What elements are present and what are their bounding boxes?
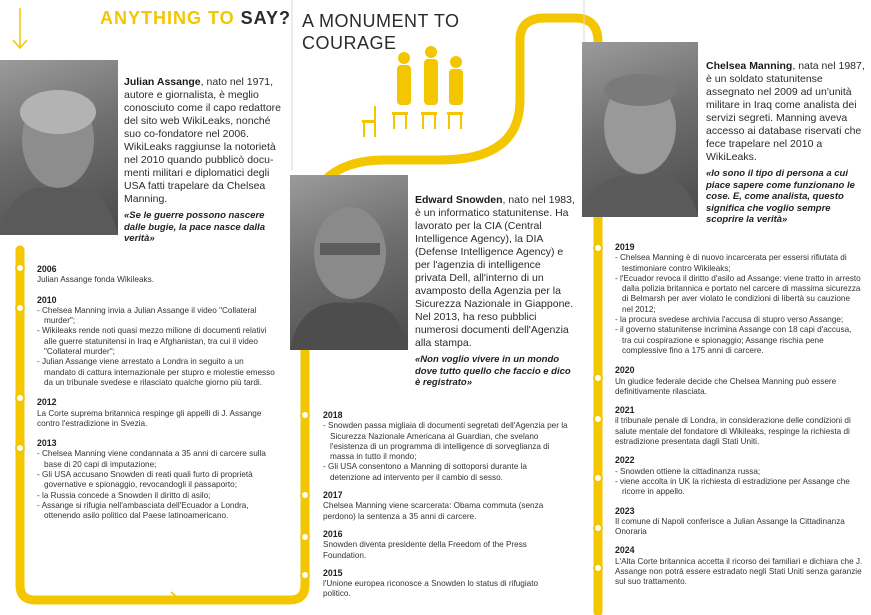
timeline-dot: [593, 243, 603, 253]
timeline-dot: [15, 393, 25, 403]
timeline-item: - Julian Assange viene arrestato a Londra in seguito a un mandato di cattura internazionale per stupro e molestie emesso da un tribunale svedese e rilasciato qualche giorno più tardi.: [37, 357, 277, 388]
timeline-text: Julian Assange fonda Wikileaks.: [37, 275, 154, 285]
manning-quote: «Io sono il tipo di persona a cui piace sapere come funzionano le cose. E, come analista, questo significa che voglio sempre scoprire la verità»: [706, 168, 855, 225]
timeline-dot: [300, 570, 310, 580]
timeline-entry: [37, 438, 277, 521]
timeline-year: 2006: [37, 264, 57, 274]
timeline-text: il tribunale penale di Londra, in considerazione delle condizioni di salute mentale del fondatore di Wikileaks, respinge la richiesta di estradizione presentata dagli Stati Uniti.: [615, 416, 851, 447]
timeline-dot: [15, 443, 25, 453]
monument-title: [302, 10, 460, 54]
timeline-item: - l'Ecuador revoca il diritto d'asilo ad Assange: viene tratto in arresto dalla polizia britannica e portato nel carcere di massima sicurezza di Belmarsh per aver violato le condizioni di libertà su cauzione nel 2012;: [615, 274, 863, 315]
timeline-year: 2022: [615, 455, 635, 466]
timeline-dot: [593, 373, 603, 383]
timeline-entry: [615, 455, 863, 497]
assange-bio: [124, 76, 284, 245]
timeline-year: 2023: [615, 505, 635, 516]
timeline-year: 2017: [323, 490, 343, 501]
timeline-year: 2019: [615, 242, 635, 252]
timeline-text: Il comune di Napoli conferisce a Julian Assange la Cittadinanza Onoraria: [615, 516, 845, 537]
timeline-left: [37, 264, 277, 522]
timeline-item: - viene accolta in UK la richiesta di estradizione per Assange che ricorre in appello.: [615, 477, 863, 498]
timeline-text: Snowden diventa presidente della Freedom of the Press Foundation.: [323, 540, 527, 560]
timeline-item: - Chelsea Manning invia a Julian Assange il video "Collateral murder";: [37, 306, 277, 327]
timeline-item: - la procura svedese archivia l'accusa di stupro verso Assange;: [615, 315, 863, 325]
timeline-entry: [323, 410, 568, 483]
timeline-dot: [593, 523, 603, 533]
timeline-year: 2016: [323, 528, 343, 539]
timeline-entry: [323, 490, 568, 522]
timeline-entry: [37, 295, 277, 389]
timeline-item: - Snowden passa migliaia di documenti segretati dell'Agenzia per la Sicurezza Nazionale Americana al Guardian, che svelano l'esistenza di un programma di intelligence di sorveglianza di massa in tutto il mondo;: [323, 421, 568, 462]
timeline-item: - il governo statunitense incrimina Assange con 18 capi d'accusa, tra cui cospirazione e spionaggio; Assange rischia pene complessive fino a 175 anni di carcere.: [615, 325, 863, 356]
snowden-quote: «Non voglio vivere in un mondo dove tutto quello che faccio e dico è registrato»: [415, 354, 571, 388]
monument-title-line2: COURAGE: [302, 33, 397, 53]
timeline-entry: [615, 506, 863, 538]
timeline-year: 2018: [323, 410, 343, 420]
timeline-dot: [300, 490, 310, 500]
timeline-item: - Wikileaks rende noti quasi mezzo milione di documenti relativi alle guerre statunitensi in Iraq e Afghanistan, tra cui il video "Collateral murder";: [37, 326, 277, 357]
timeline-middle: [323, 410, 568, 600]
title-part2: SAY?: [240, 8, 292, 28]
timeline-item: - Gli USA consentono a Manning di sottoporsi durante la detenzione ad intervento per il cambio di sesso.: [323, 462, 568, 483]
timeline-dot: [593, 414, 603, 424]
manning-photo: [582, 42, 698, 217]
timeline-year: 2020: [615, 365, 635, 376]
title-part1: ANYTHING TO: [100, 8, 241, 28]
timeline-year: 2013: [37, 438, 57, 449]
monument-title-line1: A MONUMENT TO: [302, 11, 460, 31]
timeline-item: - Assange si rifugia nell'ambasciata dell'Ecuador a Londra, ottenendo asilo politico dal Paese latinoamericano.: [37, 501, 277, 522]
timeline-right: [615, 242, 863, 588]
monument-icon: [362, 46, 463, 137]
timeline-text: Un giudice federale decide che Chelsea Manning può essere definitivamente rilasciata.: [615, 376, 837, 396]
timeline-entry: [323, 568, 568, 600]
timeline-dot: [15, 303, 25, 313]
assange-name: Julian Assange: [124, 76, 201, 88]
timeline-dot: [593, 473, 603, 483]
timeline-dot: [15, 263, 25, 273]
timeline-year: 2012: [37, 397, 57, 408]
snowden-bio: [415, 194, 575, 389]
assange-photo: [0, 60, 118, 235]
timeline-year: 2015: [323, 567, 343, 578]
timeline-text: Chelsea Manning viene scarcerata: Obama commuta (senza perdono) la sentenza a 35 anni di carcere.: [323, 501, 544, 521]
snowden-photo: [290, 175, 408, 350]
timeline-entry: [37, 397, 277, 429]
timeline-entry: [615, 405, 863, 447]
timeline-text: l'Unione europea riconosce a Snowden lo status di rifugiato politico.: [323, 579, 539, 599]
page-title: [100, 8, 291, 29]
timeline-text: L'Alta Corte britannica accetta il ricorso dei familiari e dichiara che J. Assange non potrà essere estradato negli Stati Uniti senza garanzie sul suo trattamento.: [615, 556, 863, 587]
timeline-year: 2010: [37, 294, 57, 305]
manning-name: Chelsea Manning: [706, 60, 793, 72]
timeline-item: - Chelsea Manning è di nuovo incarcerata per essersi rifiutata di testimoniare contro Wikileaks;: [615, 253, 863, 274]
timeline-item: - Chelsea Manning viene condannata a 35 anni di carcere sulla base di 20 capi di imputazione;: [37, 449, 277, 470]
timeline-item: - la Russia concede a Snowden il diritto di asilo;: [37, 491, 277, 501]
snowden-name: Edward Snowden: [415, 194, 503, 206]
timeline-entry: [323, 529, 568, 561]
assange-quote: «Se le guerre possono nascere dalle bugie, la pace nasce dalla verità»: [124, 210, 265, 244]
manning-bio: [706, 60, 866, 226]
timeline-dot: [300, 532, 310, 542]
timeline-item: - Snowden ottiene la cittadinanza russa;: [615, 467, 863, 477]
timeline-year: 2024: [615, 545, 635, 556]
timeline-entry: [37, 264, 277, 286]
timeline-dot: [300, 410, 310, 420]
timeline-entry: [615, 365, 863, 397]
manning-bio-text: , nata nel 1987, è un soldato statunitense assegnato nel 2009 ad un'unità militare in Iraq come analista dei servizi segreti. Manning aveva accesso ai database riservati che fece trapelare nel 2010 a WikiLeaks.: [706, 60, 865, 163]
timeline-item: - Gli USA accusano Snowden di reati quali furto di proprietà governative e spionaggio, revocandogli il passaporto;: [37, 470, 277, 491]
timeline-text: La Corte suprema britannica respinge gli appelli di J. Assange contro l'estradizione in Svezia.: [37, 408, 262, 428]
assange-bio-text: , nato nel 1971, autore e giornalista, è meglio conosciuto come il capo redattore del sito web WikiLeaks, nonché suo co-fondatore nel 2006. WikiLeaks raggiunse la notorietà nel 2010 quando pubblicò documenti militari e diplomatici degli USA fatti trapelare da Chelsea Manning.: [124, 76, 282, 205]
timeline-year: 2021: [615, 405, 635, 416]
timeline-entry: [615, 242, 863, 356]
timeline-entry: [615, 545, 863, 587]
snowden-bio-text: , nato nel 1983, è un informatico statunitense. Ha lavorato per la CIA (Central Intelligence Agency), la DIA (Defense Intelligence Agency) e per l'agenzia di intelligence privata Dell, all'interno di un avamposto della Agenzia per la Sicurezza Nazionale in Giappone. Nel 2013, ha reso pubblici numerosi documenti dell'Agenzia alla stampa.: [415, 194, 575, 349]
timeline-dot: [593, 563, 603, 573]
